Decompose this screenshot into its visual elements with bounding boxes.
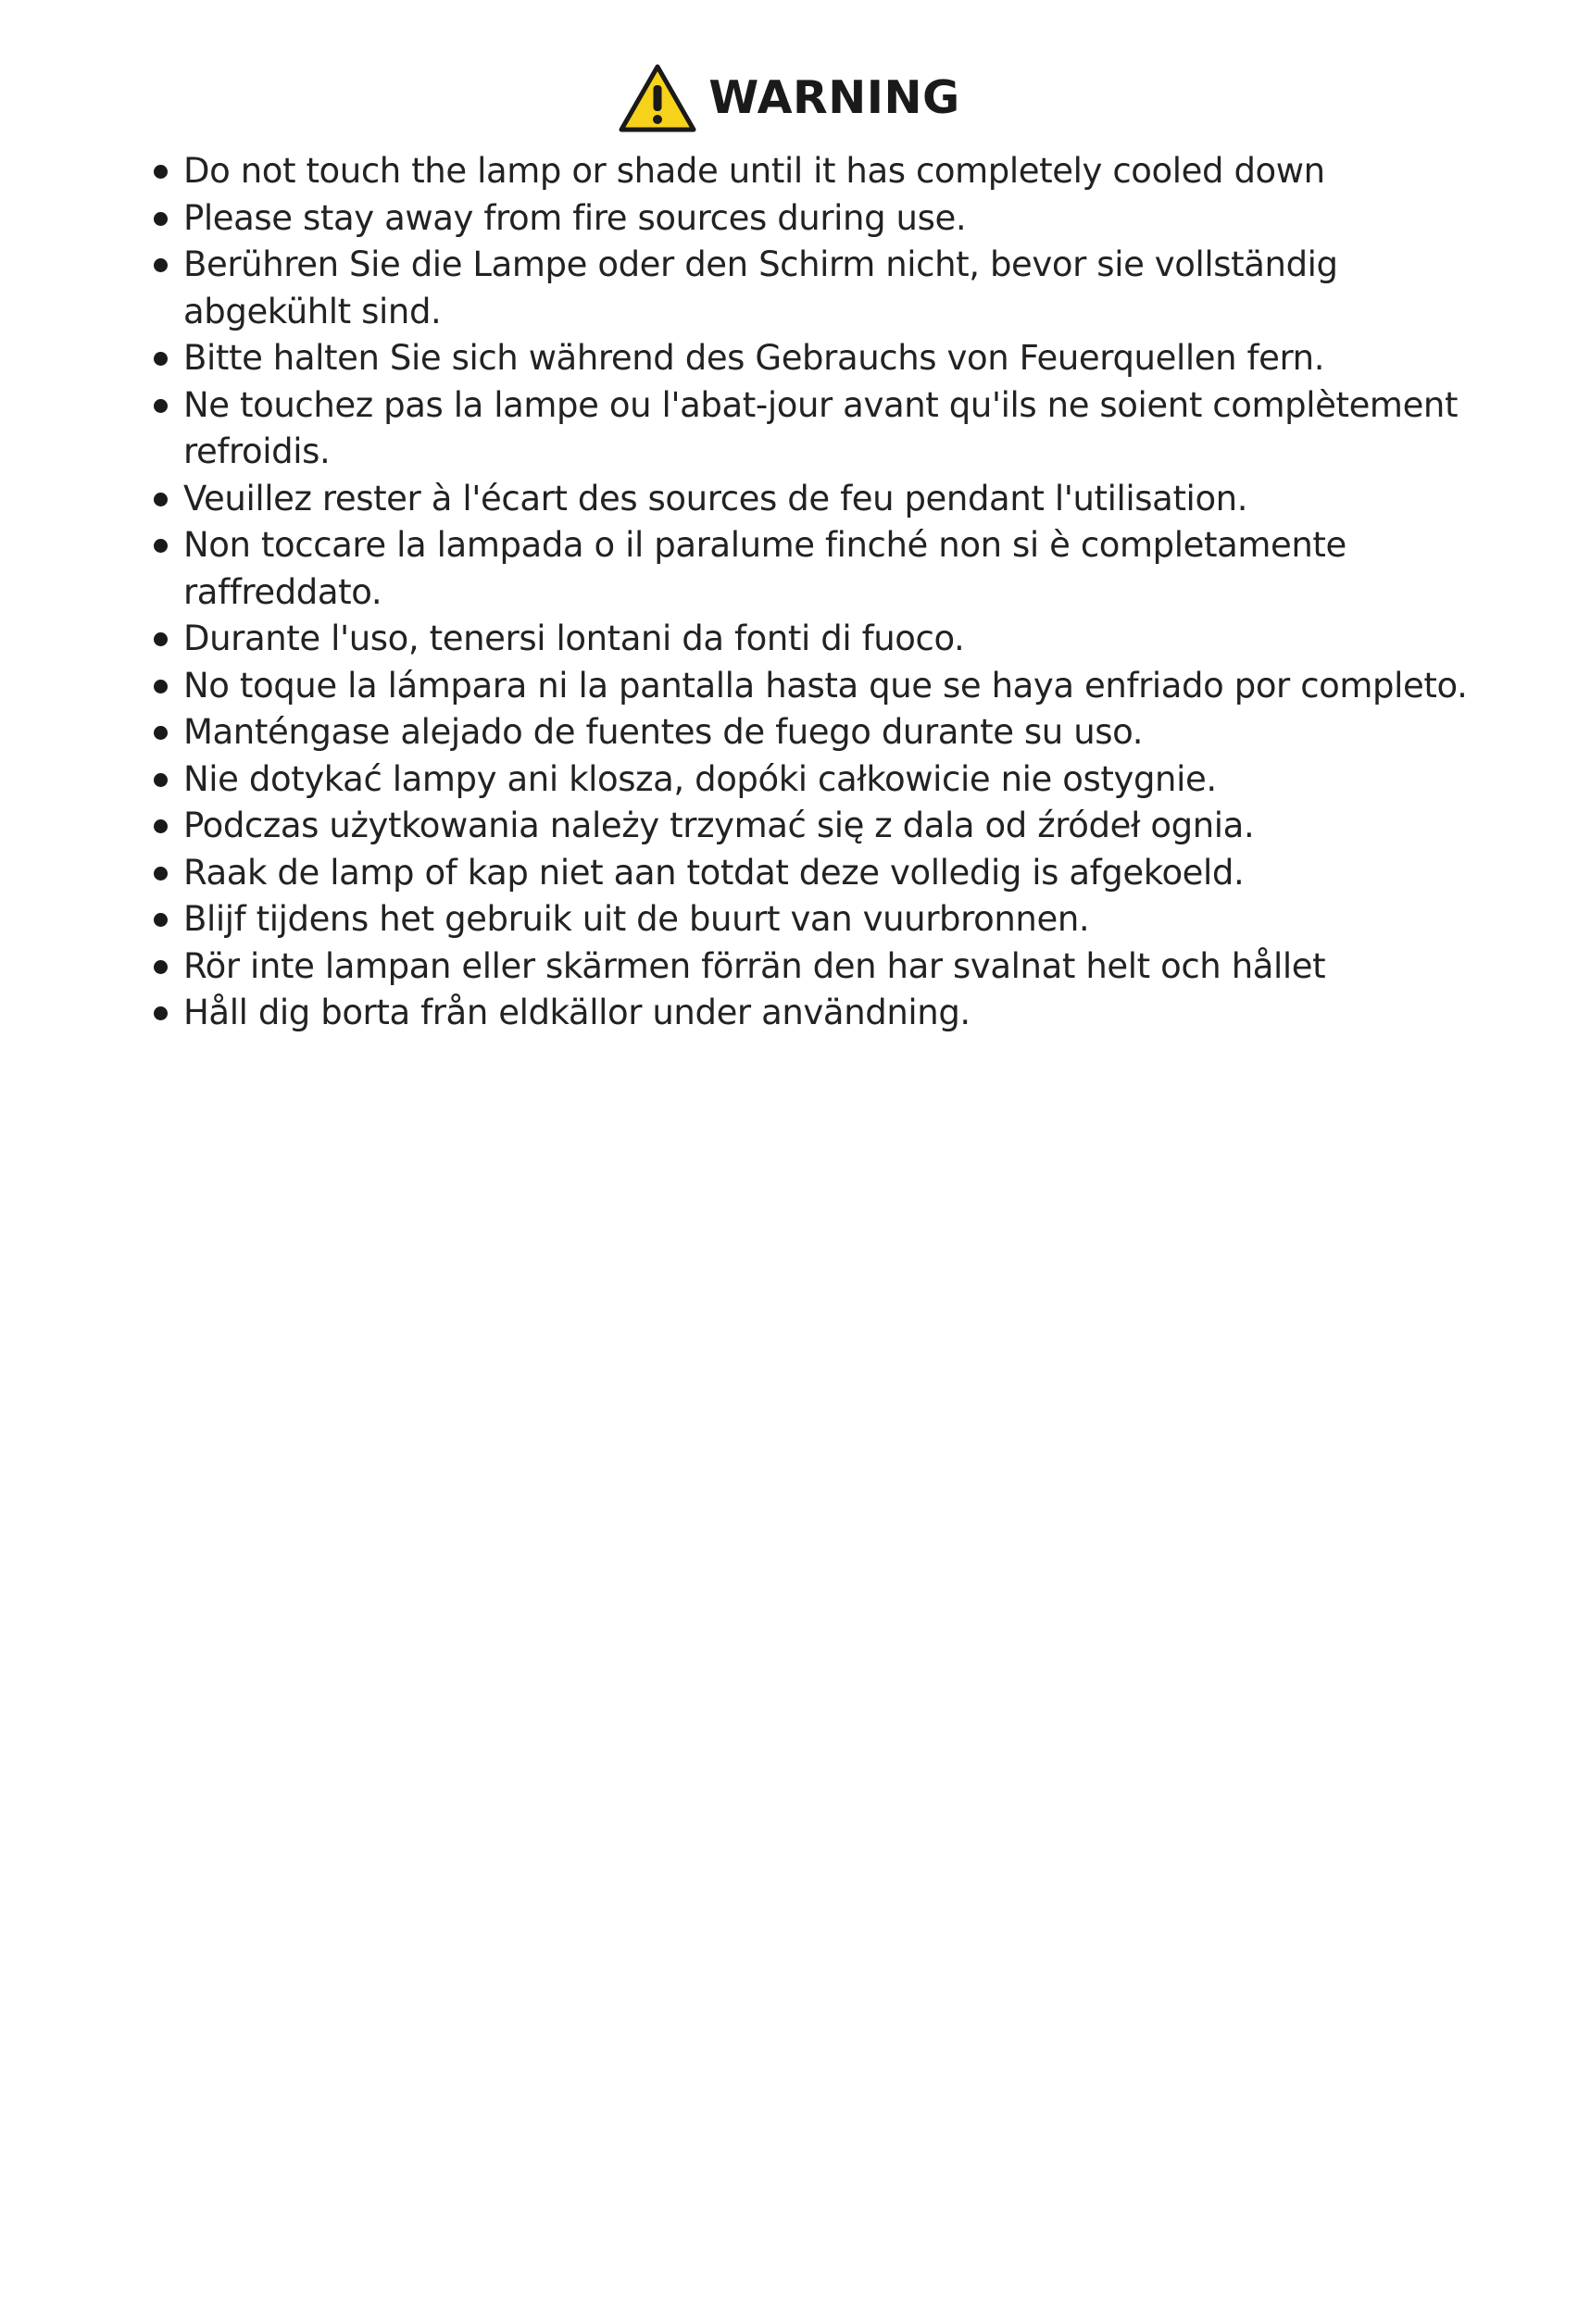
- warning-list-item: [154, 663, 1469, 710]
- warning-list-item-text: Veuillez rester à l'écart des sources de feu pendant l'utilisation.: [183, 478, 1248, 519]
- warning-list-item: [154, 850, 1469, 897]
- bullet-icon: [154, 773, 168, 787]
- bullet-icon: [154, 493, 168, 506]
- warning-list-item-text: Blijf tijdens het gebruik uit de buurt van vuurbronnen.: [183, 899, 1090, 939]
- bullet-icon: [154, 258, 168, 272]
- warning-list-item-text: Please stay away from fire sources during use.: [183, 197, 967, 238]
- warning-list-item: [154, 242, 1469, 335]
- bullet-icon: [154, 632, 168, 646]
- bullet-icon: [154, 913, 168, 927]
- warning-list-item-text: Manténgase alejado de fuentes de fuego durante su uso.: [183, 712, 1144, 752]
- bullet-icon: [154, 960, 168, 974]
- warning-list-item: [154, 756, 1469, 804]
- warning-list-item-text: Nie dotykać lampy ani klosza, dopóki całkowicie nie ostygnie.: [183, 758, 1217, 799]
- warning-list-item: [154, 195, 1469, 243]
- bullet-icon: [154, 165, 168, 179]
- warning-list-item-text: Håll dig borta från eldkällor under användning.: [183, 993, 971, 1032]
- warning-list-item-text: No toque la lámpara ni la pantalla hasta que se haya enfriado por completo.: [183, 665, 1468, 706]
- warning-list-item-text: Bitte halten Sie sich während des Gebrauchs von Feuerquellen fern.: [183, 338, 1325, 378]
- warning-list-item: [154, 896, 1469, 943]
- warning-list-item: [154, 943, 1469, 991]
- bullet-icon: [154, 352, 168, 366]
- warning-list-item: [154, 616, 1469, 663]
- warning-list-item: [154, 990, 1469, 1037]
- bullet-icon: [154, 726, 168, 740]
- warning-title: WARNING: [708, 71, 960, 124]
- bullet-icon: [154, 212, 168, 226]
- warning-list-item-text: Berühren Sie die Lampe oder den Schirm nicht, bevor sie vollständig abgekühlt sind.: [183, 244, 1338, 331]
- warning-list-item-text: Ne touchez pas la lampe ou l'abat-jour avant qu'ils ne soient complètement refroidis.: [183, 384, 1459, 471]
- bullet-icon: [154, 680, 168, 693]
- warning-list-item: [154, 709, 1469, 756]
- warning-list-item-text: Durante l'uso, tenersi lontani da fonti di fuoco.: [183, 618, 965, 658]
- warning-list-item: [154, 476, 1469, 523]
- warning-triangle-icon: [618, 63, 697, 133]
- warning-list-item: [154, 803, 1469, 850]
- warning-list-item-text: Podczas użytkowania należy trzymać się z dala od źródeł ognia.: [183, 806, 1255, 845]
- warning-list-item-text: Do not touch the lamp or shade until it has completely cooled down: [183, 151, 1325, 191]
- bullet-icon: [154, 867, 168, 881]
- warning-list-item-text: Raak de lamp of kap niet aan totdat deze volledig is afgekoeld.: [183, 852, 1245, 893]
- warning-list-item: [154, 335, 1469, 382]
- bullet-icon: [154, 539, 168, 553]
- warning-list-item: [154, 382, 1469, 476]
- warning-heading: [0, 63, 1578, 133]
- bullet-icon: [154, 1006, 168, 1020]
- warning-list-item-text: Non toccare la lampada o il paralume finché non si è completamente raffreddato.: [183, 525, 1346, 612]
- bullet-icon: [154, 819, 168, 833]
- warning-list-item: [154, 148, 1469, 195]
- warning-list-item-text: Rör inte lampan eller skärmen förrän den har svalnat helt och hållet: [183, 945, 1326, 986]
- warning-list: [154, 148, 1469, 1037]
- bullet-icon: [154, 399, 168, 413]
- warning-list-item: [154, 522, 1469, 616]
